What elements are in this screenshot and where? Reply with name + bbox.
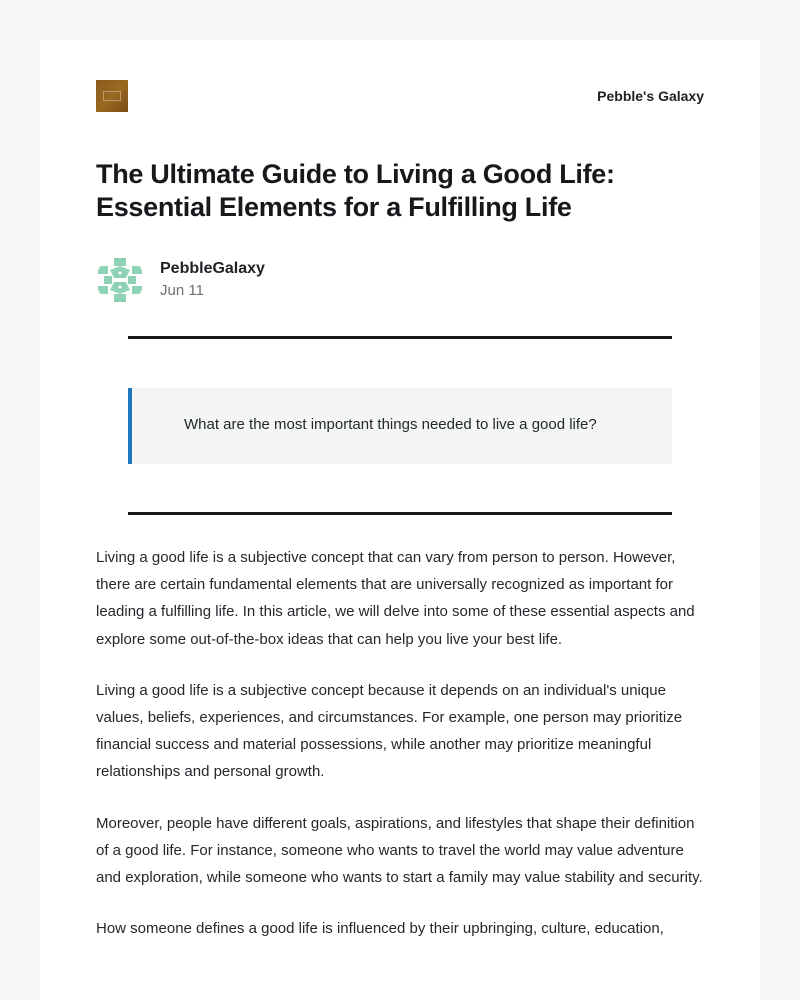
divider-bottom (128, 512, 672, 515)
pullquote-text: What are the most important things needed to live a good life? (184, 416, 597, 433)
post-card (40, 40, 760, 1000)
body-paragraph: Living a good life is a subjective concept because it depends on an individual's unique values, beliefs, experiences, and circumstances. For example, one person may prioritize financial success and material possessions, while another may prioritize meaningful relationships and personal growth. (96, 681, 683, 781)
author-name[interactable]: PebbleGalaxy (160, 260, 265, 277)
divider-top (128, 336, 672, 339)
body-paragraph: Living a good life is a subjective concept that can vary from person to person. However, there are certain fundamental elements that are universally recognized as important for leading a fulfilling life. In this article, we will delve into some of these essential aspects and explore some out-of-the-box ideas that can help you live your best life. (96, 549, 695, 648)
logo-mark (103, 91, 121, 101)
publication-name-link[interactable]: Pebble's Galaxy (597, 88, 704, 104)
publication-header (96, 80, 704, 112)
body-paragraph: Moreover, people have different goals, aspirations, and lifestyles that shape their definition of a good life. For instance, someone who wants to travel the world may value adventure and exploration, while someone who wants to start a family may value stability and security. (96, 814, 703, 887)
author-avatar-icon[interactable] (96, 256, 144, 304)
pullquote (128, 388, 672, 464)
post-title: The Ultimate Guide to Living a Good Life: Essential Elements for a Fulfilling Life (96, 159, 615, 222)
post-date: Jun 11 (160, 282, 204, 299)
publication-logo-icon[interactable] (96, 80, 128, 112)
body-paragraph: How someone defines a good life is influenced by their upbringing, culture, education, (96, 920, 664, 938)
post-body (96, 544, 704, 966)
